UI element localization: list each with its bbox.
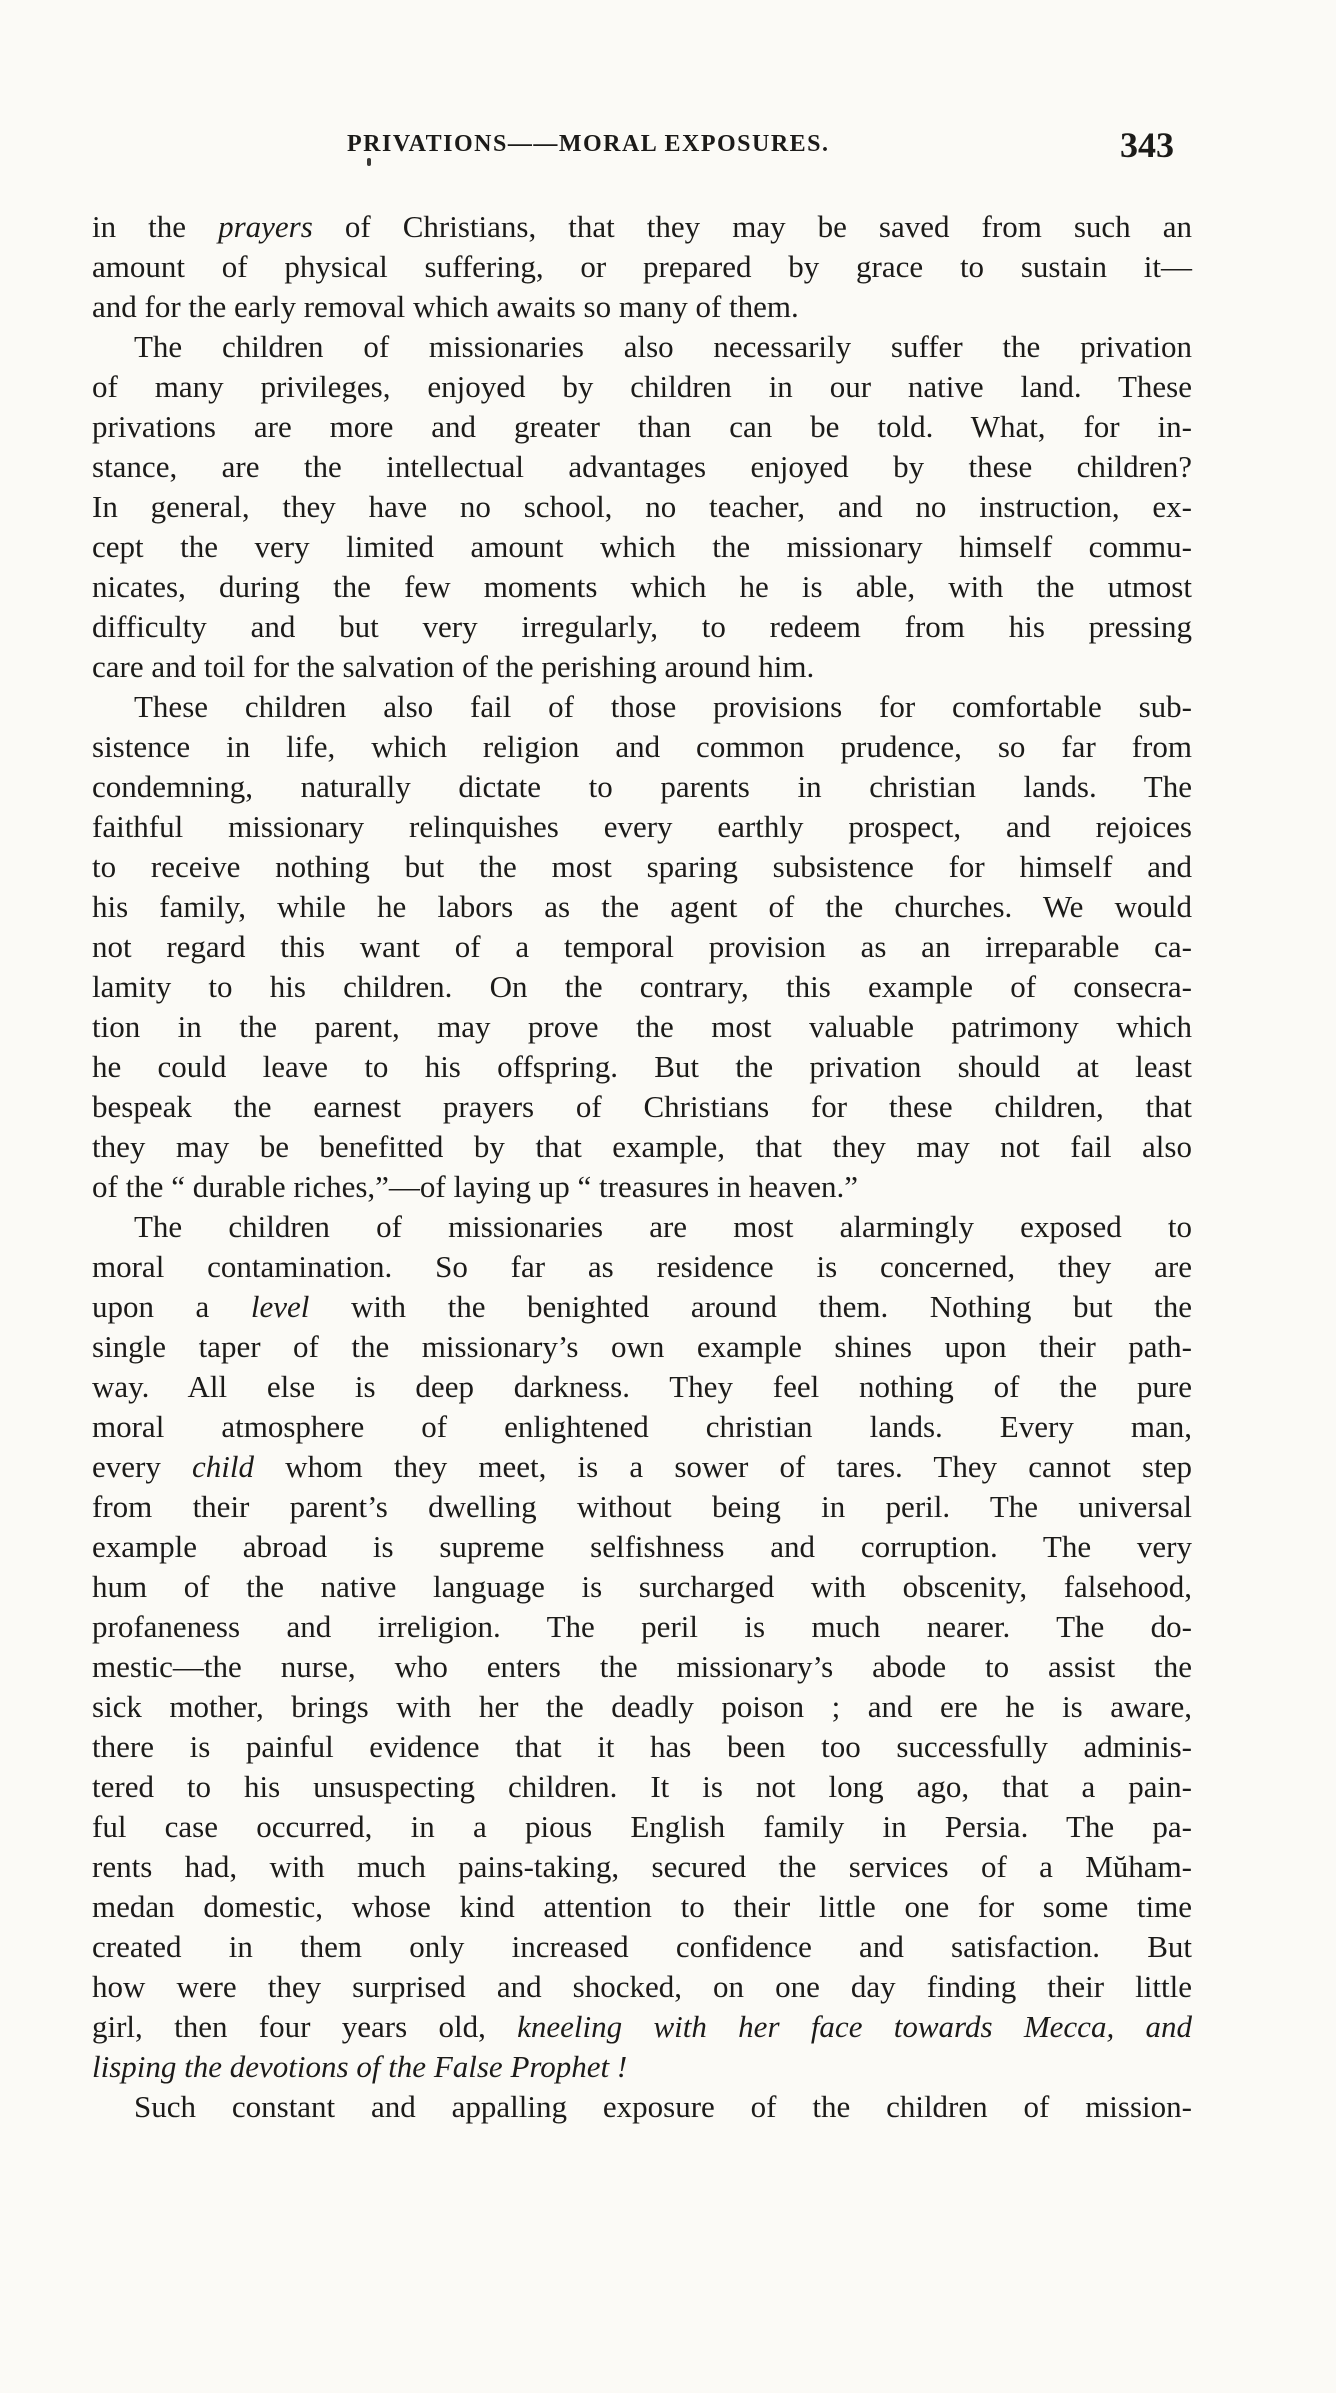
text-line: In general, they have no school, no teacher, and no instruction, ex- (92, 489, 1192, 524)
text-line: sick mother, brings with her the deadly poison ; and ere he is aware, (92, 1689, 1192, 1724)
body-text (92, 207, 1192, 2127)
paragraph-start: The children of missionaries also necessarily suffer the privation (134, 329, 1192, 364)
text-line: care and toil for the salvation of the perishing around him. (92, 649, 815, 684)
text-line: moral contamination. So far as residence is concerned, they are (92, 1249, 1192, 1284)
text-line: stance, are the intellectual advantages enjoyed by these children? (92, 449, 1192, 484)
text-line: privations are more and greater than can be told. What, for in- (92, 409, 1192, 444)
ink-speck (367, 158, 371, 166)
text-line: lamity to his children. On the contrary, this example of consecra- (92, 969, 1192, 1004)
text-line: faithful missionary relinquishes every earthly prospect, and rejoices (92, 809, 1192, 844)
text-line: to receive nothing but the most sparing subsistence for himself and (92, 849, 1192, 884)
running-title: PRIVATIONS——MORAL EXPOSURES. (347, 131, 830, 157)
text-line: hum of the native language is surcharged with obscenity, falsehood, (92, 1569, 1192, 1604)
text-line: sistence in life, which religion and common prudence, so far from (92, 729, 1192, 764)
text-line: rents had, with much pains-taking, secured the services of a Mŭham- (92, 1849, 1192, 1884)
text-line: example abroad is supreme selfishness and corruption. The very (92, 1529, 1192, 1564)
text-line: of many privileges, enjoyed by children in our native land. These (92, 369, 1192, 404)
text-line: how were they surprised and shocked, on one day finding their little (92, 1969, 1192, 2004)
text-line: moral atmosphere of enlightened christian lands. Every man, (92, 1409, 1192, 1444)
text-line: not regard this want of a temporal provision as an irreparable ca- (92, 929, 1192, 964)
paragraph-start: These children also fail of those provisions for comfortable sub- (134, 689, 1192, 724)
text-line: there is painful evidence that it has been too successfully adminis- (92, 1729, 1192, 1764)
text-line: created in them only increased confidence and satisfaction. But (92, 1929, 1192, 1964)
text-line: cept the very limited amount which the missionary himself commu- (92, 529, 1192, 564)
text-line: they may be benefitted by that example, that they may not fail also (92, 1129, 1192, 1164)
text-line: tered to his unsuspecting children. It is not long ago, that a pain- (92, 1769, 1192, 1804)
page-number: 343 (1120, 125, 1174, 165)
text-line: single taper of the missionary’s own example shines upon their path- (92, 1329, 1192, 1364)
text-line: nicates, during the few moments which he is able, with the utmost (92, 569, 1192, 604)
text-line: he could leave to his offspring. But the privation should at least (92, 1049, 1192, 1084)
text-line: girl, then four years old, kneeling with her face towards Mecca, and (92, 2009, 1193, 2044)
text-line: mestic—the nurse, who enters the missionary’s abode to assist the (92, 1649, 1192, 1684)
text-line: bespeak the earnest prayers of Christians for these children, that (92, 1089, 1192, 1124)
text-line: way. All else is deep darkness. They feel nothing of the pure (92, 1369, 1192, 1404)
text-line: from their parent’s dwelling without being in peril. The universal (92, 1489, 1192, 1524)
text-line: upon a level with the benighted around them. Nothing but the (92, 1289, 1192, 1324)
text-line: and for the early removal which awaits so many of them. (92, 289, 799, 324)
paragraph-start: Such constant and appalling exposure of the children of mission- (134, 2089, 1192, 2124)
text-line: tion in the parent, may prove the most valuable patrimony which (92, 1009, 1192, 1044)
text-line: profaneness and irreligion. The peril is much nearer. The do- (92, 1609, 1192, 1644)
paragraph-start: The children of missionaries are most alarmingly exposed to (134, 1209, 1192, 1244)
text-line: lisping the devotions of the False Prophet ! (92, 2049, 628, 2084)
text-line: in the prayers of Christians, that they may be saved from such an (92, 209, 1192, 244)
text-line: condemning, naturally dictate to parents in christian lands. The (92, 769, 1192, 804)
text-line: his family, while he labors as the agent of the churches. We would (92, 889, 1192, 924)
text-line: ful case occurred, in a pious English family in Persia. The pa- (92, 1809, 1192, 1844)
text-line: difficulty and but very irregularly, to redeem from his pressing (92, 609, 1192, 644)
text-line: amount of physical suffering, or prepared by grace to sustain it— (92, 249, 1192, 284)
text-line: of the “ durable riches,”—of laying up “ treasures in heaven.” (92, 1169, 859, 1204)
text-line: every child whom they meet, is a sower of tares. They cannot step (92, 1449, 1192, 1484)
text-line: medan domestic, whose kind attention to their little one for some time (92, 1889, 1192, 1924)
